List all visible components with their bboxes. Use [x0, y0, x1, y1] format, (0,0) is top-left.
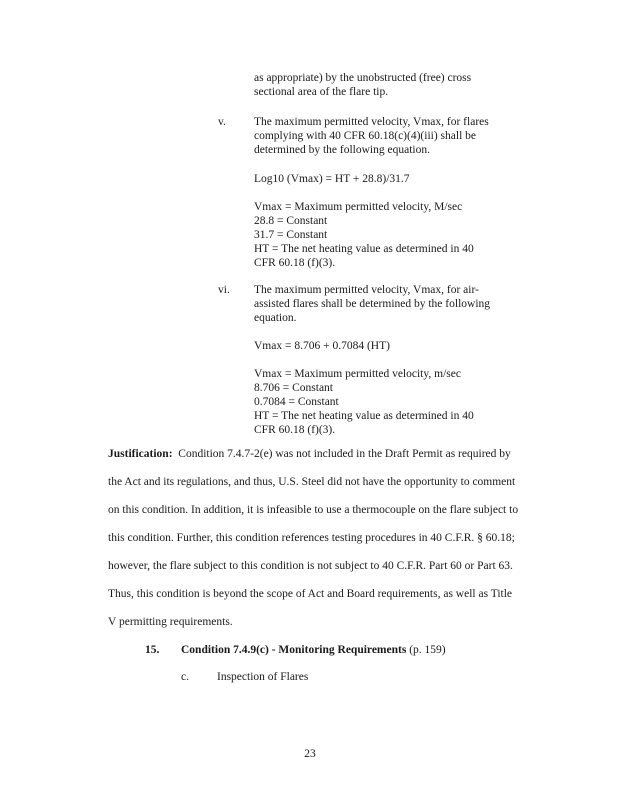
item-v-equation: Log10 (Vmax) = HT + 28.8)/31.7: [254, 173, 410, 185]
justification-line-4: this condition. Further, this condition references testing procedures in 40 C.F.R. § 60.18;: [108, 532, 515, 544]
section-15-number: 15.: [145, 644, 160, 656]
justification-label: Justification:: [108, 448, 173, 460]
page-number: 23: [304, 748, 316, 760]
justification-line-1-text: Condition 7.4.7-2(e) was not included in the Draft Permit as required by: [178, 448, 511, 460]
item-v-line-3: determined by the following equation.: [254, 144, 430, 156]
item-iv-continuation-line-1: as appropriate) by the unobstructed (free) cross: [254, 72, 472, 84]
justification-line-1: [108, 447, 511, 461]
justification-line-3: on this condition. In addition, it is infeasible to use a thermocouple on the flare subject to: [108, 504, 519, 516]
item-vi-definition-constant-2: 0.7084 = Constant: [254, 396, 339, 408]
item-v-marker: v.: [218, 116, 226, 128]
section-15-heading: [181, 643, 446, 657]
section-15-title: Condition 7.4.9(c) - Monitoring Requirements: [181, 644, 407, 656]
sub-item-c-marker: c.: [181, 671, 189, 683]
item-vi-line-1: The maximum permitted velocity, Vmax, for air-: [254, 284, 479, 296]
item-v-definition-vmax: Vmax = Maximum permitted velocity, M/sec: [254, 201, 463, 213]
justification-line-6: Thus, this condition is beyond the scope of Act and Board requirements, as well as Title: [108, 588, 513, 600]
item-vi-equation: Vmax = 8.706 + 0.7084 (HT): [254, 340, 390, 352]
item-v-definition-ht-line-1: HT = The net heating value as determined in 40: [254, 243, 474, 255]
item-vi-definition-ht-line-1: HT = The net heating value as determined in 40: [254, 410, 474, 422]
item-vi-definition-constant-1: 8.706 = Constant: [254, 382, 334, 394]
justification-line-5: however, the flare subject to this condition is not subject to 40 C.F.R. Part 60 or Part 63.: [108, 560, 513, 572]
item-iv-continuation-line-2: sectional area of the flare tip.: [254, 86, 389, 98]
item-vi-definition-ht-line-2: CFR 60.18 (f)(3).: [254, 424, 336, 436]
item-vi-line-2: assisted flares shall be determined by the following: [254, 298, 491, 310]
justification-line-7: V permitting requirements.: [108, 616, 233, 628]
sub-item-c-text: Inspection of Flares: [217, 671, 309, 683]
item-vi-marker: vi.: [218, 284, 230, 296]
item-vi-definition-vmax: Vmax = Maximum permitted velocity, m/sec: [254, 368, 461, 380]
item-v-definition-constant-1: 28.8 = Constant: [254, 215, 328, 227]
item-v-definition-constant-2: 31.7 = Constant: [254, 229, 328, 241]
item-v-line-1: The maximum permitted velocity, Vmax, for flares: [254, 116, 489, 128]
section-15-page-ref: (p. 159): [409, 644, 446, 656]
item-v-line-2: complying with 40 CFR 60.18(c)(4)(iii) shall be: [254, 130, 476, 142]
item-vi-line-3: equation.: [254, 312, 297, 324]
item-v-definition-ht-line-2: CFR 60.18 (f)(3).: [254, 257, 336, 269]
justification-line-2: the Act and its regulations, and thus, U.S. Steel did not have the opportunity to comment: [108, 476, 516, 488]
